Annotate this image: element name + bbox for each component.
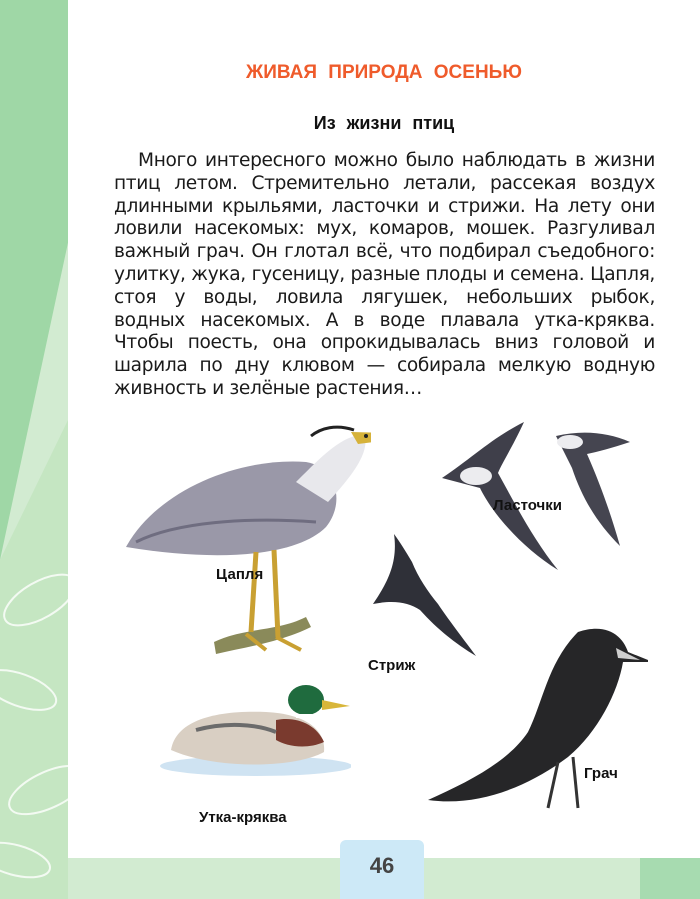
heron-illustration — [96, 422, 371, 684]
duck-label: Утка-кряква — [199, 809, 287, 826]
heron-label: Цапля — [216, 566, 264, 583]
swift-label: Стриж — [368, 657, 416, 674]
article-title: Из жизни птиц — [313, 113, 455, 133]
rook-label: Грач — [584, 765, 618, 782]
body-paragraph: Много интересного можно было наблюдать в жизни птиц летом. Стремительно летали, рассекая воздух длинными крыльями, ласточки и стрижи. На лету они ловили насекомых: мух, комаров, мошек. Разгуливал важный грач. Он глотал всё, что подбирал съедобного: улитку, жука, гусеницу, разные плоды и семена. Цапля, стоя у воды, ловила лягушек, небольших рыбок, водных насекомых. А в воде плавала утка-кряква. Чтобы поесть, она опрокидывалась вниз головой и шарила по дну клювом — собирала мелкую водную живность и зелёные растения… — [114, 150, 655, 399]
textbook-page — [68, 0, 700, 858]
swallows-label: Ласточки — [493, 497, 562, 514]
rook-illustration — [408, 622, 648, 814]
duck-illustration — [156, 680, 351, 780]
section-title: ЖИВАЯ ПРИРОДА ОСЕНЬЮ — [246, 62, 522, 83]
page-number: 46 — [369, 853, 395, 878]
